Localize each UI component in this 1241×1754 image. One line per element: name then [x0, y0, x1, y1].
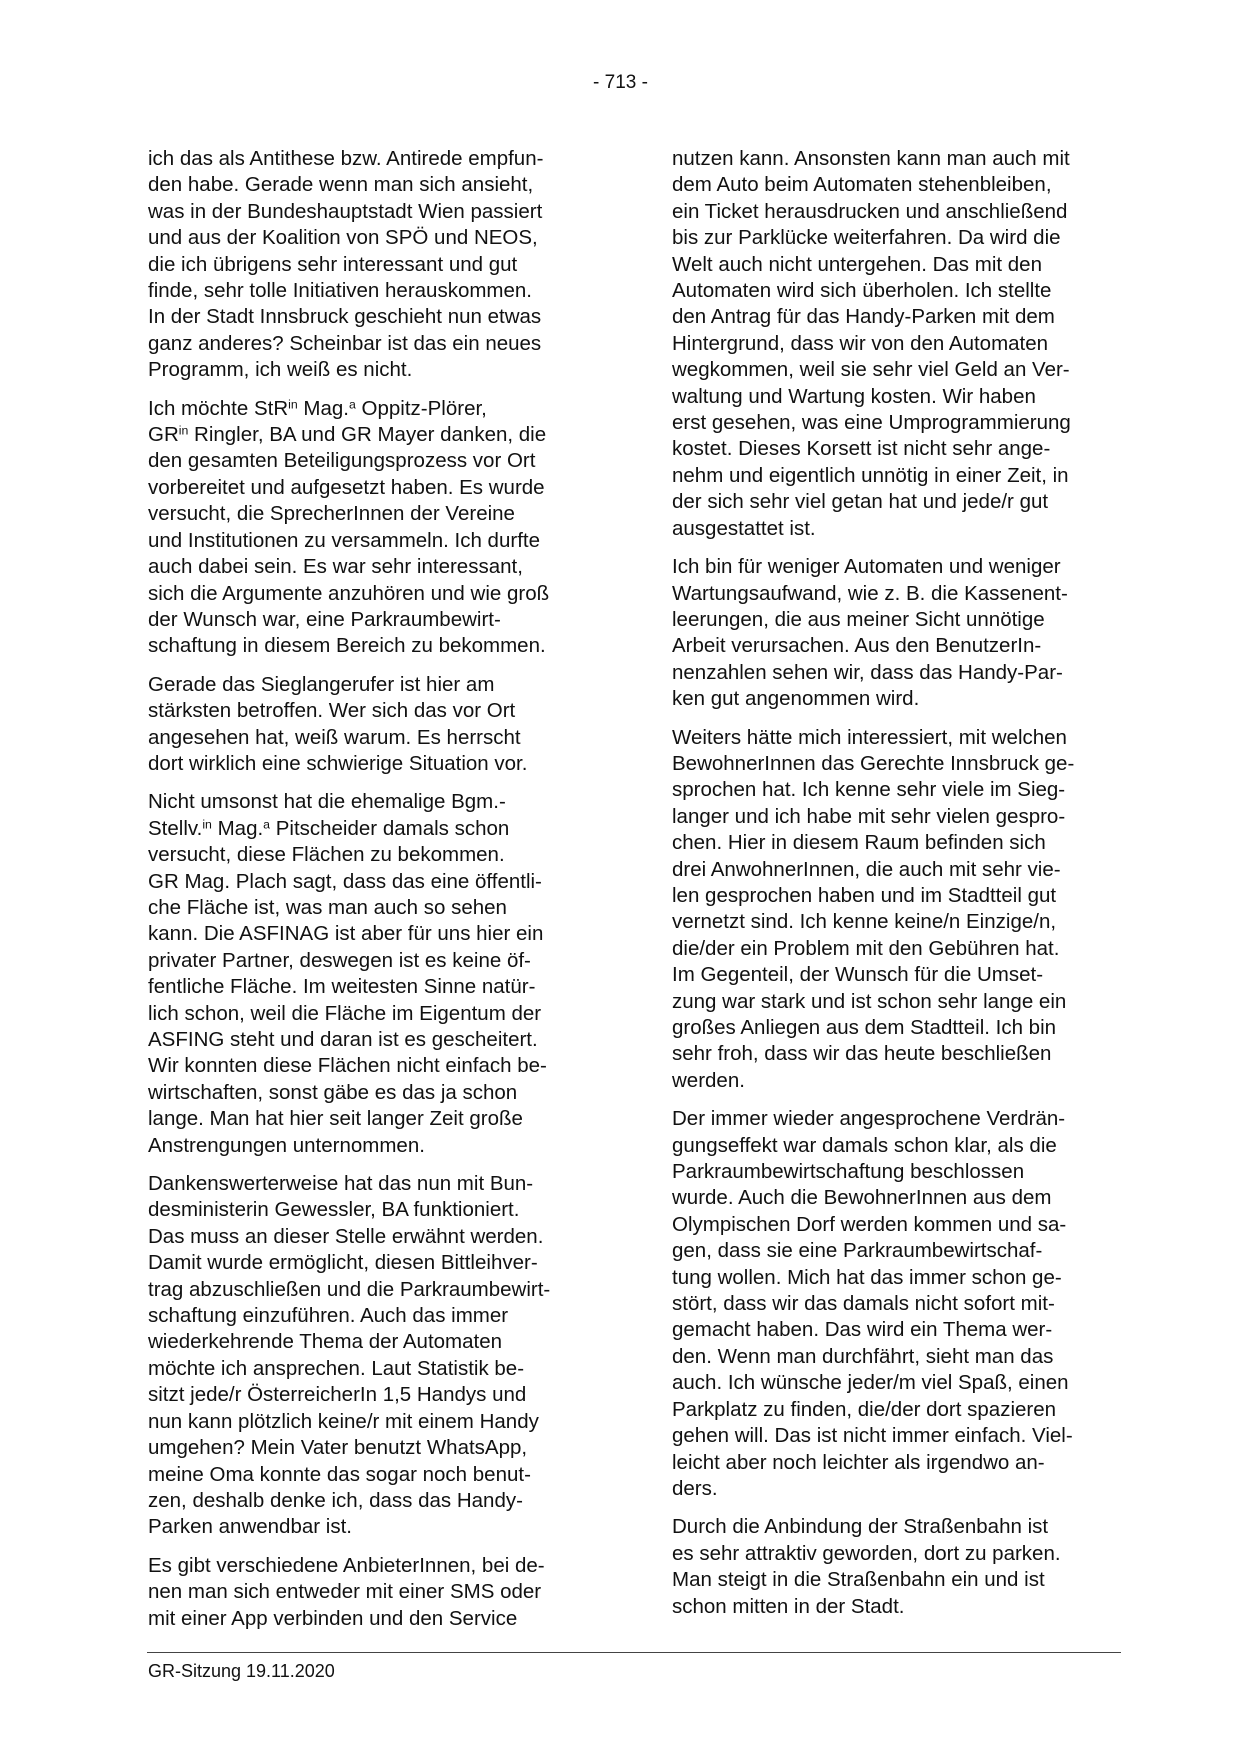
paragraph — [148, 1171, 598, 1541]
text-line: auch dabei sein. Es war sehr interessant, — [148, 555, 523, 579]
text-line: sehr froh, dass wir das heute beschließen — [672, 1042, 1052, 1066]
text-line: Gerade das Sieglangerufer ist hier am — [148, 672, 495, 696]
text-line: che Fläche ist, was man auch so sehen — [148, 895, 507, 919]
text-line: leicht aber noch leichter als irgendwo an- — [672, 1450, 1045, 1474]
text-line: Man steigt in die Straßenbahn ein und ist — [672, 1568, 1045, 1592]
text-line: wirtschaften, sonst gäbe es das ja schon — [148, 1080, 518, 1104]
text-line: trag abzuschließen und die Parkraumbewirt- — [148, 1277, 551, 1301]
text-line: und aus der Koalition von SPÖ und NEOS, — [148, 226, 538, 250]
text-line: nen man sich entweder mit einer SMS oder — [148, 1580, 542, 1604]
text-line: und Institutionen zu versammeln. Ich durfte — [148, 528, 540, 552]
text-line: angesehen hat, weiß warum. Es herrscht — [148, 725, 521, 749]
paragraph — [672, 1106, 1122, 1502]
text-line: Programm, ich weiß es nicht. — [148, 358, 413, 382]
footer-rule — [147, 1652, 1121, 1653]
text-line: ganz anderes? Scheinbar ist das ein neues — [148, 331, 542, 355]
text-line: Ich möchte StR$^{in}$ Mag.$^a$ Oppitz-Plörer, — [148, 396, 487, 420]
text-line: waltung und Wartung kosten. Wir haben — [672, 384, 1036, 408]
text-line: Dankenswerterweise hat das nun mit Bun- — [148, 1172, 534, 1196]
text-line: die/der ein Problem mit den Gebühren hat. — [672, 936, 1060, 960]
text-line: lange. Man hat hier seit langer Zeit große — [148, 1107, 523, 1131]
paragraph — [148, 672, 598, 778]
text-line: gen, dass sie eine Parkraumbewirtschaf- — [672, 1239, 1043, 1263]
text-line: der sich sehr viel getan hat und jede/r gut — [672, 490, 1049, 514]
paragraph — [672, 725, 1122, 1095]
text-line: Im Gegenteil, der Wunsch für die Umset- — [672, 963, 1044, 987]
text-line: stärksten betroffen. Wer sich das vor Ort — [148, 699, 516, 723]
text-line: chen. Hier in diesem Raum befinden sich — [672, 831, 1046, 855]
text-line: gemacht haben. Das wird ein Thema wer- — [672, 1318, 1053, 1342]
text-line: Automaten wird sich überholen. Ich stellte — [672, 279, 1052, 303]
footer-session-label: GR-Sitzung 19.11.2020 — [148, 1661, 335, 1681]
text-line: leerungen, die aus meiner Sicht unnötige — [672, 607, 1045, 631]
text-line: langer und ich habe mit sehr vielen gespro- — [672, 804, 1066, 828]
text-line: den gesamten Beteiligungsprozess vor Ort — [148, 449, 536, 473]
text-line: tung wollen. Mich hat das immer schon ge- — [672, 1265, 1062, 1289]
text-line: meine Oma konnte das sogar noch benut- — [148, 1462, 531, 1486]
text-line: versucht, die SprecherInnen der Vereine — [148, 502, 515, 526]
paragraph — [672, 554, 1122, 712]
text-line: gungseffekt war damals schon klar, als die — [672, 1133, 1057, 1157]
text-line: ders. — [672, 1476, 718, 1500]
text-line: Das muss an dieser Stelle erwähnt werden. — [148, 1224, 544, 1248]
text-line: Anstrengungen unternommen. — [148, 1133, 425, 1157]
text-line: den. Wenn man durchfährt, sieht man das — [672, 1344, 1054, 1368]
text-line: schaftung in diesem Bereich zu bekommen. — [148, 634, 546, 658]
text-line: Arbeit verursachen. Aus den BenutzerIn- — [672, 634, 1042, 658]
text-line: desministerin Gewessler, BA funktioniert. — [148, 1198, 520, 1222]
text-line: In der Stadt Innsbruck geschieht nun etwas — [148, 305, 542, 329]
text-line: auch. Ich wünsche jeder/m viel Spaß, einen — [672, 1371, 1069, 1395]
text-line: vernetzt sind. Ich kenne keine/n Einzige/n, — [672, 910, 1057, 934]
text-line: ASFING steht und daran ist es gescheitert. — [148, 1028, 538, 1051]
text-line: kostet. Dieses Korsett ist nicht sehr ange- — [672, 437, 1051, 461]
text-line: der Wunsch war, eine Parkraumbewirt- — [148, 607, 501, 631]
text-line: es sehr attraktiv geworden, dort zu parken. — [672, 1541, 1061, 1565]
paragraph — [148, 396, 598, 660]
left-column — [148, 146, 598, 1644]
text-line: bis zur Parklücke weiterfahren. Da wird die — [672, 226, 1061, 250]
text-line: Der immer wieder angesprochene Verdrän- — [672, 1107, 1066, 1131]
text-line: wiederkehrende Thema der Automaten — [148, 1330, 503, 1354]
page-number: - 713 - — [593, 72, 648, 93]
text-line: sitzt jede/r ÖsterreicherIn 1,5 Handys und — [148, 1383, 527, 1407]
text-line: werden. — [672, 1068, 745, 1092]
text-line: erst gesehen, was eine Umprogrammierung — [672, 411, 1071, 435]
text-line: nun kann plötzlich keine/r mit einem Handy — [148, 1409, 539, 1433]
text-line: vorbereitet und aufgesetzt haben. Es wurde — [148, 475, 545, 499]
right-column — [672, 146, 1122, 1632]
text-line: Ich bin für weniger Automaten und weniger — [672, 555, 1061, 579]
text-line: fentliche Fläche. Im weitesten Sinne natür- — [148, 975, 536, 999]
text-line: nutzen kann. Ansonsten kann man auch mit — [672, 147, 1070, 170]
text-line: Es gibt verschiedene AnbieterInnen, bei de- — [148, 1553, 545, 1577]
paragraph — [148, 1553, 598, 1632]
paragraph — [148, 146, 598, 384]
text-line: len gesprochen haben und im Stadtteil gut — [672, 883, 1057, 907]
text-line: Weiters hätte mich interessiert, mit welchen — [672, 725, 1067, 749]
text-line: zen, deshalb denke ich, dass das Handy- — [148, 1488, 523, 1512]
text-line: wurde. Auch die BewohnerInnen aus dem — [672, 1186, 1052, 1210]
text-line: gehen will. Das ist nicht immer einfach. Viel- — [672, 1424, 1073, 1448]
text-line: umgehen? Mein Vater benutzt WhatsApp, — [148, 1436, 528, 1460]
text-line: Damit wurde ermöglicht, diesen Bittleihver- — [148, 1251, 538, 1275]
text-line: Parkplatz zu finden, die/der dort spazieren — [672, 1397, 1057, 1421]
text-line: ein Ticket herausdrucken und anschließend — [672, 199, 1068, 223]
paragraph — [672, 1514, 1122, 1620]
text-line: Welt auch nicht untergehen. Das mit den — [672, 252, 1042, 276]
text-line: zung war stark und ist schon sehr lange ein — [672, 989, 1067, 1013]
text-line: ausgestattet ist. — [672, 516, 816, 540]
text-line: die ich übrigens sehr interessant und gut — [148, 252, 518, 276]
text-line: Wir konnten diese Flächen nicht einfach be- — [148, 1054, 547, 1078]
text-line: ich das als Antithese bzw. Antirede empfun- — [148, 147, 544, 170]
text-line: kann. Die ASFINAG ist aber für uns hier ein — [148, 922, 544, 946]
text-line: was in der Bundeshauptstadt Wien passiert — [148, 199, 543, 223]
text-line: Parkraumbewirtschaftung beschlossen — [672, 1160, 1025, 1184]
text-line: ken gut angenommen wird. — [672, 687, 920, 711]
text-line: Stellv.$^{in}$ Mag.$^a$ Pitscheider damals schon — [148, 816, 510, 840]
text-line: mit einer App verbinden und den Service — [148, 1606, 518, 1630]
text-line: Nicht umsonst hat die ehemalige Bgm.- — [148, 790, 506, 814]
text-line: den habe. Gerade wenn man sich ansieht, — [148, 173, 534, 197]
text-line: BewohnerInnen das Gerechte Innsbruck ge- — [672, 751, 1075, 775]
text-line: sich die Argumente anzuhören und wie groß — [148, 581, 550, 605]
text-line: großes Anliegen aus dem Stadtteil. Ich bin — [672, 1016, 1057, 1039]
paragraph — [148, 789, 598, 1159]
text-line: versucht, diese Flächen zu bekommen. — [148, 843, 505, 867]
paragraph — [672, 146, 1122, 542]
text-line: $GR^{in}$ Ringler, BA und GR Mayer danken, die — [148, 423, 547, 447]
text-line: schaftung einzuführen. Auch das immer — [148, 1304, 509, 1328]
text-line: Olympischen Dorf werden kommen und sa- — [672, 1212, 1067, 1236]
text-line: nehm und eigentlich unnötig in einer Zeit, in — [672, 463, 1069, 487]
text-line: lich schon, weil die Fläche im Eigentum der — [148, 1001, 542, 1025]
text-line: dort wirklich eine schwierige Situation vor. — [148, 751, 528, 775]
text-line: drei AnwohnerInnen, die auch mit sehr vie- — [672, 857, 1061, 881]
text-line: wegkommen, weil sie sehr viel Geld an Ver- — [672, 358, 1070, 382]
text-line: Hintergrund, dass wir von den Automaten — [672, 331, 1049, 355]
text-line: möchte ich ansprechen. Laut Statistik be- — [148, 1356, 525, 1380]
text-line: Parken anwendbar ist. — [148, 1515, 352, 1539]
text-line: den Antrag für das Handy-Parken mit dem — [672, 305, 1055, 329]
text-line: privater Partner, deswegen ist es keine öf- — [148, 948, 531, 972]
text-line: finde, sehr tolle Initiativen herauskommen. — [148, 279, 533, 303]
text-line: stört, dass wir das damals nicht sofort mit- — [672, 1292, 1055, 1316]
text-line: Wartungsaufwand, wie z. B. die Kassenent- — [672, 581, 1068, 605]
text-line: schon mitten in der Stadt. — [672, 1594, 905, 1618]
text-line: Durch die Anbindung der Straßenbahn ist — [672, 1515, 1049, 1539]
text-line: dem Auto beim Automaten stehenbleiben, — [672, 173, 1052, 197]
text-line: GR Mag. Plach sagt, dass das eine öffentli- — [148, 869, 542, 893]
text-line: sprochen hat. Ich kenne sehr viele im Sieg- — [672, 778, 1066, 802]
text-line: nenzahlen sehen wir, dass das Handy-Par- — [672, 660, 1063, 684]
